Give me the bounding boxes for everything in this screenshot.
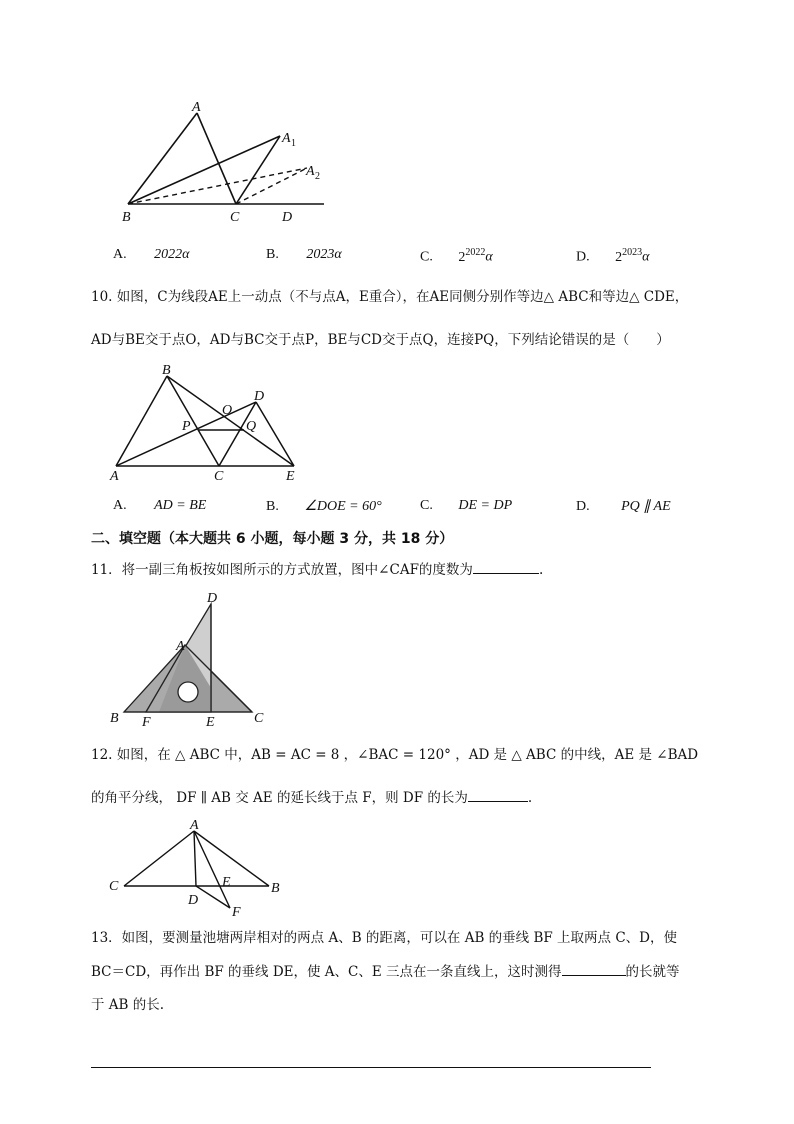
q9-label-a: A (192, 100, 201, 115)
q10-label-b: B (162, 363, 171, 378)
q10-figure (106, 362, 306, 482)
q12-line1: 12. 如图，在 △ ABC 中，AB = AC = 8 ，∠BAC = 120° ，AD 是 △ ABC 的中线，AE 是 ∠BAD (91, 747, 699, 763)
q9-label-d: D (282, 210, 293, 225)
q12-label-d: D (188, 893, 199, 908)
q12-label-a: A (190, 818, 199, 833)
q10-option-a: A. AD = BE (113, 498, 207, 513)
q10-label-a: A (110, 469, 119, 482)
q10-option-c: C. DE = DP (420, 498, 513, 513)
q9-label-b: B (122, 210, 131, 225)
q11-text: 11．将一副三角板按如图所示的方式放置，图中∠CAF的度数为 . (91, 559, 543, 580)
q9-label-a1: A (282, 131, 291, 146)
q11-label-b: B (110, 711, 119, 726)
q13-answer-blank[interactable] (562, 961, 626, 976)
q9-option-c: C. $2^{2022}\alpha$ (420, 247, 493, 265)
q12-label-c: C (109, 879, 119, 894)
q11-label-e: E (206, 715, 215, 728)
q13-line1: 13．如图，要测量池塘两岸相对的两点 A、B 的距离，可以在 AB 的垂线 BF 上取两点 C、D，使 (91, 930, 677, 946)
q10-label-c: C (214, 469, 224, 482)
q11-figure (106, 588, 276, 728)
q9-label-a2: A (306, 164, 315, 179)
q10-label-q: Q (246, 419, 257, 434)
q12-label-e: E (222, 875, 231, 890)
q9-label-a2-sub: 2 (315, 171, 320, 182)
q10-label-e: E (286, 469, 295, 482)
q11-answer-blank[interactable] (473, 559, 539, 574)
q13-line3: 于 AB 的长. (91, 997, 165, 1013)
q10-option-d: D. PQ ∥ AE (576, 499, 671, 514)
q12-label-f: F (232, 905, 241, 920)
q10-line1: 10. 如图，C为线段AE上一动点（不与点A，E重合），在AE同侧分别作等边△ ABC和等边△ CDE， (91, 289, 689, 305)
q13-line2: BC＝CD，再作出 BF 的垂线 DE，使 A、C、E 三点在一条直线上，这时测得 的长就等 (91, 961, 680, 982)
q12-answer-blank[interactable] (468, 787, 528, 802)
q12-line2: 的角平分线， DF ∥ AB 交 AE 的延长线于点 F，则 DF 的长为 . (91, 787, 532, 808)
page-footer-rule (91, 1067, 651, 1068)
q10-line2: AD与BE交于点O，AD与BC交于点P，BE与CD交于点Q，连接PQ，下列结论错误的是（ ） (91, 332, 670, 348)
q9-label-a1-sub: 1 (291, 138, 296, 149)
q9-option-d: D. $2^{2023}\alpha$ (576, 247, 650, 265)
q9-figure (110, 100, 340, 230)
q12-label-b: B (271, 881, 280, 896)
q10-option-b: B. ∠DOE = 60° (266, 499, 382, 514)
q9-label-c: C (230, 210, 240, 225)
q12-figure (104, 818, 294, 920)
q11-label-d: D (207, 591, 218, 606)
q11-label-f: F (142, 715, 151, 728)
q10-label-d: D (254, 389, 265, 404)
q9-option-a: A. 2022α (113, 247, 190, 262)
q11-label-c: C (254, 711, 264, 726)
section-title-fill-in: 二、填空题（本大题共 6 小题，每小题 3 分，共 18 分） (91, 531, 454, 547)
q10-label-p: P (182, 419, 191, 434)
q11-label-a: A (176, 639, 185, 654)
q10-label-o: O (222, 403, 233, 418)
q9-option-b: B. 2023α (266, 247, 342, 262)
